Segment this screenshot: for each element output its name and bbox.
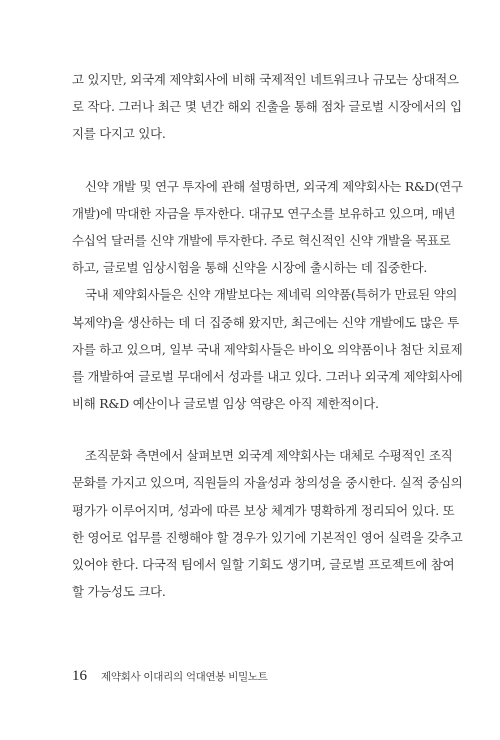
paragraph-gap [72, 417, 444, 442]
text-line: 수십억 달러를 신약 개발에 투자한다. 주로 혁신적인 신약 개발을 목표로 [72, 232, 451, 248]
text-line: 를 개발하여 글로벌 무대에서 성과를 내고 있다. 그러나 외국계 제약회사에 [72, 368, 463, 384]
text-line: 자를 하고 있으며, 일부 국내 제약회사들은 바이오 의약품이나 첨단 치료제 [72, 341, 463, 357]
text-line: 고 있지만, 외국계 제약회사에 비해 국제적인 네트워크나 규모는 상대적으 [72, 72, 459, 87]
text-line: 개발)에 막대한 자금을 투자한다. 대규모 연구소를 보유하고 있으며, 매년 [72, 205, 456, 221]
text-line: 있어야 한다. 다국적 팀에서 일할 기회도 생기며, 글로벌 프로젝트에 참여 [72, 557, 455, 572]
text-line: 로 작다. 그러나 최근 몇 년간 해외 진출을 통해 점차 글로벌 시장에서의 입 [72, 99, 462, 115]
paragraph-gap [72, 148, 444, 173]
page-number: 16 [72, 668, 87, 684]
text-line: 할 가능성도 크다. [72, 584, 166, 600]
text-line: 비해 R&D 예산이나 글로벌 임상 역량은 아직 제한적이다. [72, 396, 379, 412]
text-line: 복제약)을 생산하는 데 더 집중해 왔지만, 최근에는 신약 개발에도 많은 투 [72, 314, 460, 330]
running-title: 제약회사 이대리의 억대연봉 비밀노트 [101, 671, 268, 683]
text-line: 국내 제약회사들은 신약 개발보다는 제네릭 의약품(특허가 만료된 약의 [85, 287, 458, 303]
text-line: 신약 개발 및 연구 투자에 관해 설명하면, 외국계 제약회사는 R&D(연구 [85, 178, 463, 194]
text-line: 문화를 가지고 있으며, 직원들의 자율성과 창의성을 중시한다. 실적 중심의 [72, 475, 463, 491]
text-line: 지를 다지고 있다. [72, 126, 166, 142]
page-footer [72, 668, 268, 685]
text-line: 한 영어로 업무를 진행해야 할 경우가 있기에 기본적인 영어 실력을 갖추고 [72, 529, 463, 545]
page-body [72, 66, 463, 605]
text-line: 평가가 이루어지며, 성과에 따른 보상 체계가 명확하게 정리되어 있다. 또 [72, 502, 455, 518]
text-line: 조직문화 측면에서 살펴보면 외국계 제약회사는 대체로 수평적인 조직 [85, 448, 453, 464]
text-line: 하고, 글로벌 임상시험을 통해 신약을 시장에 출시하는 데 집중한다. [72, 260, 428, 276]
